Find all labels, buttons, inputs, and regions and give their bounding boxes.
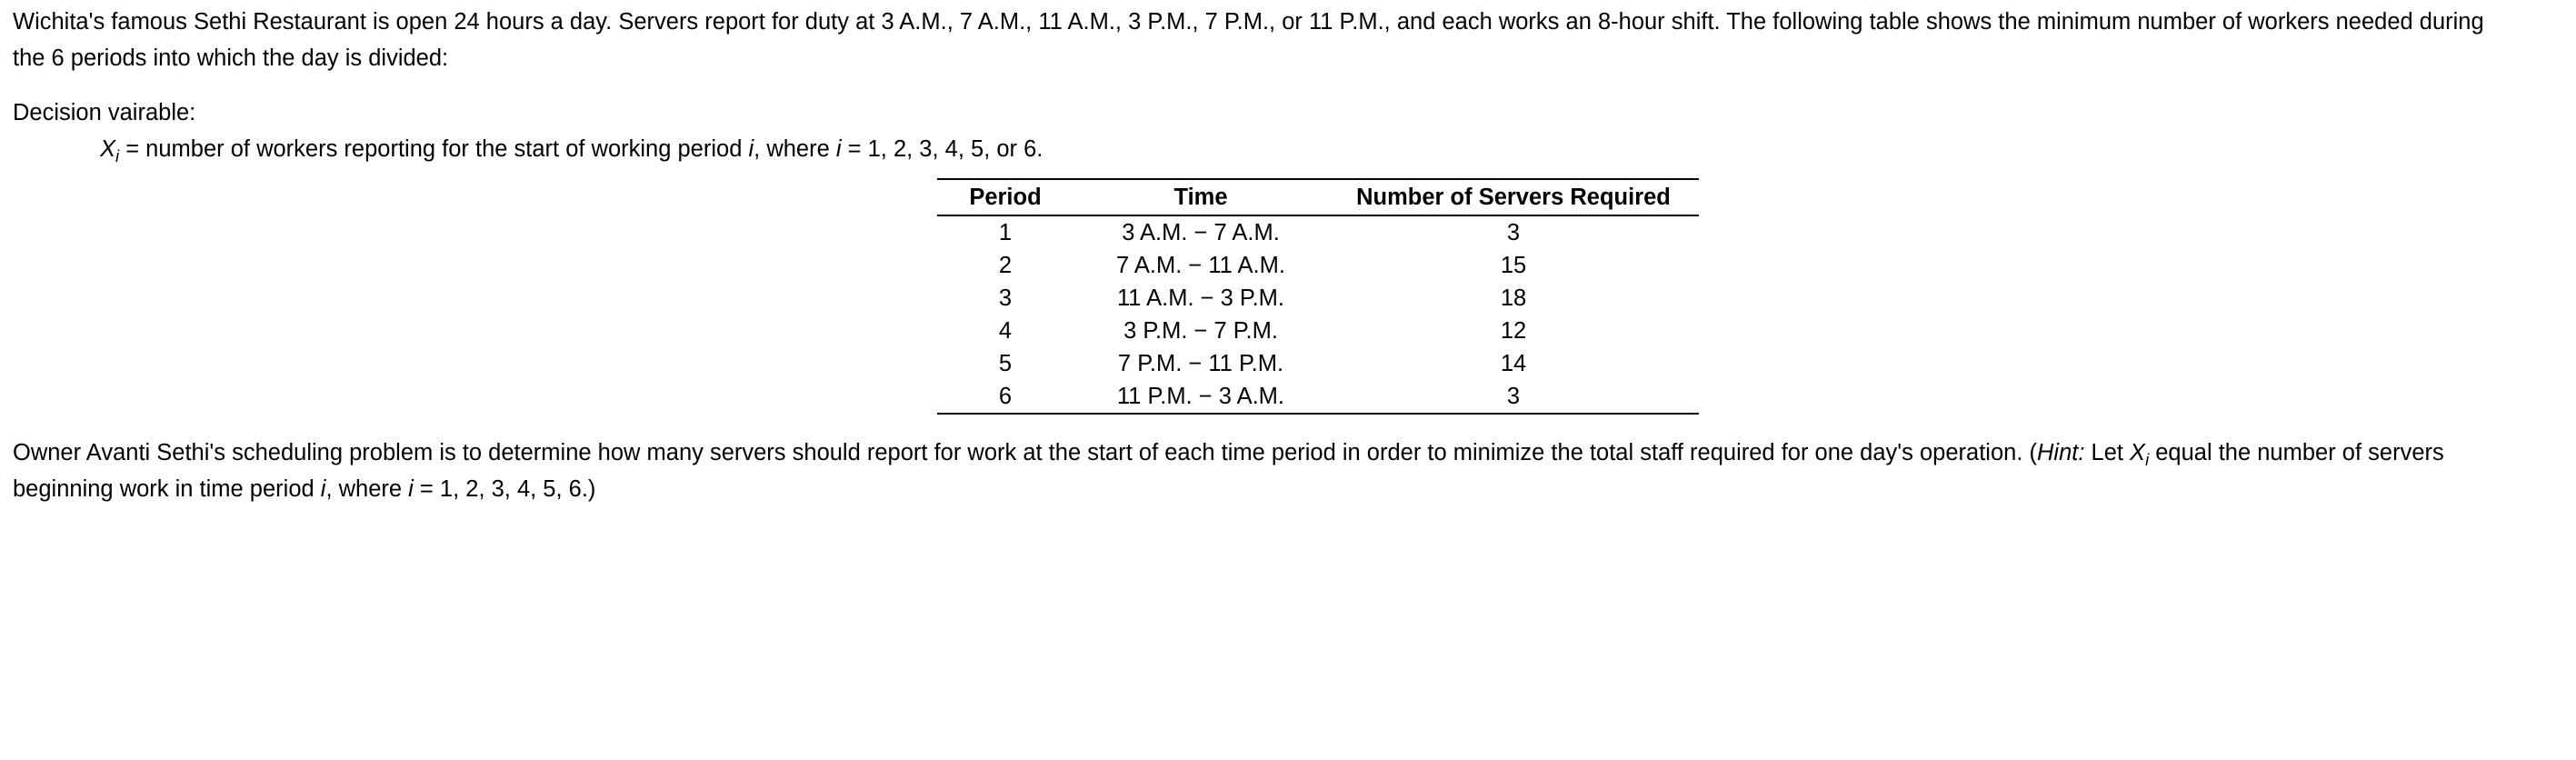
cell-required: 18 (1500, 285, 1527, 311)
table-header-row (937, 179, 1699, 215)
closing-part-2: Let (2084, 440, 2131, 465)
decision-definition (13, 131, 2558, 167)
hint-label: Hint: (2036, 440, 2085, 465)
cell-required: 3 (1506, 220, 1521, 245)
closing-i-1: i (320, 476, 326, 502)
staffing-table-container (937, 178, 1699, 415)
cell-time: 7 P.M. − 11 P.M. (1117, 351, 1284, 376)
closing-part-3: equal the number of servers (2149, 440, 2444, 465)
var-letter: X (100, 136, 116, 162)
cell-required: 15 (1500, 253, 1527, 278)
cell-time: 3 A.M. − 7 A.M. (1122, 220, 1280, 245)
closing-line-2 (13, 471, 2558, 507)
table-row (937, 380, 1699, 414)
staffing-table (937, 178, 1699, 415)
cell-period: 1 (998, 220, 1013, 245)
cell-required: 12 (1500, 318, 1527, 344)
table-row (937, 347, 1699, 380)
cell-period: 5 (998, 351, 1013, 376)
def-text-2: , where (754, 136, 836, 162)
header-servers-required: Number of Servers Required (1328, 179, 1699, 215)
table-row (937, 249, 1699, 282)
intro-line-2: the 6 periods into which the day is divided: (13, 45, 449, 71)
def-text-1: = number of workers reporting for the start of working period (119, 136, 749, 162)
cell-period: 6 (937, 380, 1073, 414)
header-period: Period (937, 179, 1073, 215)
var-subscript: i (115, 145, 120, 165)
def-i-2: i (835, 136, 842, 162)
problem-text (13, 4, 2558, 167)
spacer (13, 76, 2558, 95)
cell-time: 11 P.M. − 3 A.M. (1073, 380, 1328, 414)
decision-heading: Decision vairable: (13, 100, 196, 125)
cell-required: 14 (1500, 351, 1527, 376)
closing-text (13, 435, 2558, 507)
cell-period: 3 (998, 285, 1013, 311)
closing-line2-text-2: , where (325, 476, 409, 502)
table-row (937, 215, 1699, 249)
header-time: Time (1073, 179, 1328, 215)
closing-var-subscript: i (2145, 449, 2150, 469)
cell-required: 3 (1328, 380, 1699, 414)
closing-part-1: Owner Avanti Sethi's scheduling problem is to determine how many servers should report for work at the start of each time period in order to minimize the total staff required for one day's operation. ( (13, 440, 2037, 465)
cell-time: 7 A.M. − 11 A.M. (1116, 253, 1285, 278)
intro-line-1: Wichita's famous Sethi Restaurant is open 24 hours a day. Servers report for duty at 3 A.M., 7 A.M., 11 A.M., 3 P.M., 7 P.M., or 11 P.M., and each works an 8-hour shift. The following table shows the minimum number of workers needed during (13, 9, 2484, 35)
def-text-3: = 1, 2, 3, 4, 5, or 6. (841, 136, 1043, 162)
cell-period: 4 (998, 318, 1013, 344)
closing-line2-text-3: = 1, 2, 3, 4, 5, 6.) (413, 476, 596, 502)
cell-time: 11 A.M. − 3 P.M. (1116, 285, 1285, 311)
cell-period: 2 (998, 253, 1013, 278)
table-row (937, 282, 1699, 315)
closing-i-2: i (408, 476, 414, 502)
def-i-1: i (748, 136, 754, 162)
closing-var-letter: X (2130, 440, 2146, 465)
cell-time: 3 P.M. − 7 P.M. (1123, 318, 1278, 344)
closing-line2-text-1: beginning work in time period (13, 476, 321, 502)
closing-line-1 (13, 435, 2558, 471)
table-row (937, 315, 1699, 347)
